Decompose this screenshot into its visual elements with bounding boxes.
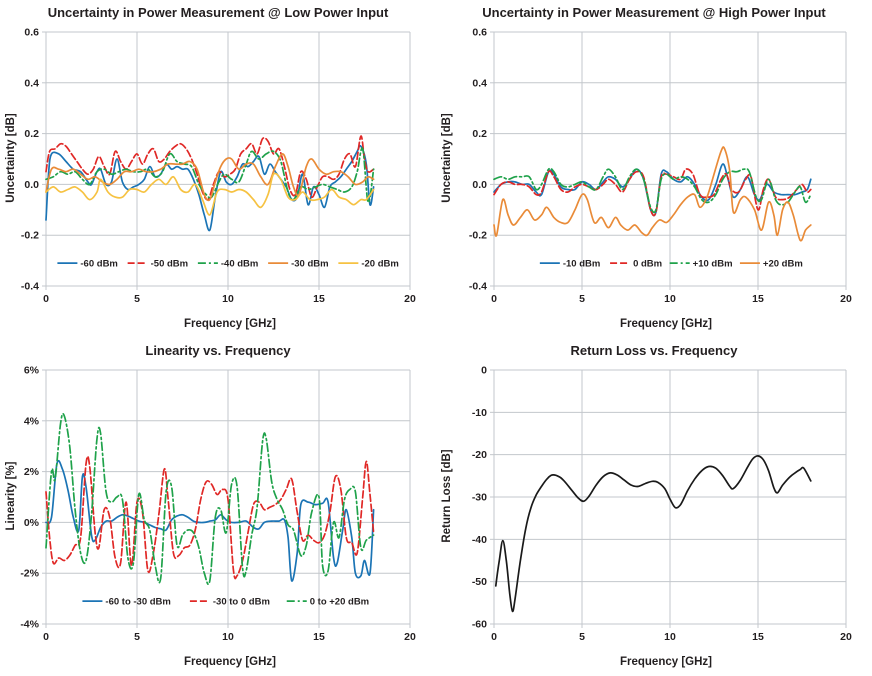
svg-text:0: 0 — [43, 631, 49, 643]
svg-text:-20: -20 — [471, 449, 487, 462]
x-axis-label: Frequency [GHz] — [183, 656, 276, 668]
chart-title: Uncertainty in Power Measurement @ Low Power Input — [47, 5, 389, 20]
svg-text:20: 20 — [840, 631, 852, 643]
svg-text:0.6: 0.6 — [24, 26, 39, 39]
svg-text:-40 dBm: -40 dBm — [220, 258, 259, 270]
svg-text:4%: 4% — [23, 415, 39, 428]
svg-text:2%: 2% — [23, 466, 39, 479]
chart-high-power-uncertainty — [436, 0, 872, 338]
chart-title: Linearity vs. Frequency — [145, 343, 291, 358]
chart-linearity — [0, 338, 436, 676]
svg-text:6%: 6% — [23, 364, 39, 377]
svg-text:-0.4: -0.4 — [468, 280, 487, 293]
chart-title: Uncertainty in Power Measurement @ High Power Input — [482, 5, 826, 20]
svg-text:-50: -50 — [471, 576, 487, 589]
svg-text:-20 dBm: -20 dBm — [361, 258, 399, 270]
y-axis-label: Uncertainty [dB] — [5, 113, 17, 203]
svg-text:+10 dBm: +10 dBm — [692, 258, 733, 270]
y-axis-label: Return Loss [dB] — [441, 449, 453, 543]
svg-text:10: 10 — [222, 293, 234, 305]
svg-text:5: 5 — [134, 293, 140, 305]
svg-text:-60 dBm: -60 dBm — [80, 258, 118, 270]
x-axis-label: Frequency [GHz] — [619, 318, 712, 330]
svg-text:-50 dBm: -50 dBm — [150, 258, 189, 270]
svg-text:-2%: -2% — [20, 567, 39, 580]
svg-text:-10: -10 — [471, 406, 487, 419]
chart-return-loss — [436, 338, 872, 676]
plot-area — [436, 22, 872, 312]
svg-text:20: 20 — [840, 293, 852, 305]
y-axis-label: Linearity [%] — [5, 461, 17, 531]
svg-text:15: 15 — [752, 631, 764, 643]
svg-text:10: 10 — [222, 631, 234, 643]
svg-text:0 to +20 dBm: 0 to +20 dBm — [309, 596, 370, 608]
svg-text:0: 0 — [491, 293, 497, 305]
svg-text:0.0: 0.0 — [472, 178, 487, 191]
svg-text:5: 5 — [579, 293, 585, 305]
svg-text:-60: -60 — [471, 618, 487, 631]
svg-text:-0.4: -0.4 — [20, 280, 39, 293]
svg-text:-30: -30 — [471, 491, 487, 504]
svg-text:0.6: 0.6 — [472, 26, 487, 39]
svg-text:0.4: 0.4 — [472, 77, 487, 90]
svg-text:0: 0 — [491, 631, 497, 643]
svg-text:0.0: 0.0 — [24, 178, 39, 191]
svg-text:+20 dBm: +20 dBm — [762, 258, 803, 270]
plot-area — [0, 360, 436, 650]
svg-text:-30 dBm: -30 dBm — [291, 258, 329, 270]
chart-low-power-uncertainty — [0, 0, 436, 338]
svg-text:0.2: 0.2 — [24, 128, 39, 141]
y-axis-label: Uncertainty [dB] — [441, 113, 453, 203]
svg-text:-10 dBm: -10 dBm — [562, 258, 601, 270]
svg-text:10: 10 — [664, 293, 676, 305]
svg-text:5: 5 — [134, 631, 140, 643]
svg-text:0: 0 — [481, 364, 487, 377]
svg-text:0.4: 0.4 — [24, 77, 39, 90]
svg-text:15: 15 — [313, 293, 325, 305]
svg-text:-30 to 0 dBm: -30 to 0 dBm — [212, 596, 270, 608]
x-axis-label: Frequency [GHz] — [619, 656, 712, 668]
svg-text:0 dBm: 0 dBm — [633, 258, 663, 270]
svg-text:0.2: 0.2 — [472, 128, 487, 141]
chart-title: Return Loss vs. Frequency — [570, 343, 738, 358]
svg-text:0%: 0% — [23, 516, 39, 529]
svg-text:-40: -40 — [471, 533, 487, 546]
plot-area — [436, 360, 872, 650]
x-axis-label: Frequency [GHz] — [183, 318, 276, 330]
svg-text:15: 15 — [313, 631, 325, 643]
svg-text:0: 0 — [43, 293, 49, 305]
svg-text:5: 5 — [579, 631, 585, 643]
svg-text:-4%: -4% — [20, 618, 39, 631]
svg-text:10: 10 — [664, 631, 676, 643]
svg-text:20: 20 — [404, 293, 416, 305]
svg-text:-0.2: -0.2 — [20, 229, 39, 242]
svg-text:-0.2: -0.2 — [468, 229, 487, 242]
plot-area — [0, 22, 436, 312]
svg-text:-60 to -30 dBm: -60 to -30 dBm — [105, 596, 171, 608]
svg-text:20: 20 — [404, 631, 416, 643]
svg-text:15: 15 — [752, 293, 764, 305]
